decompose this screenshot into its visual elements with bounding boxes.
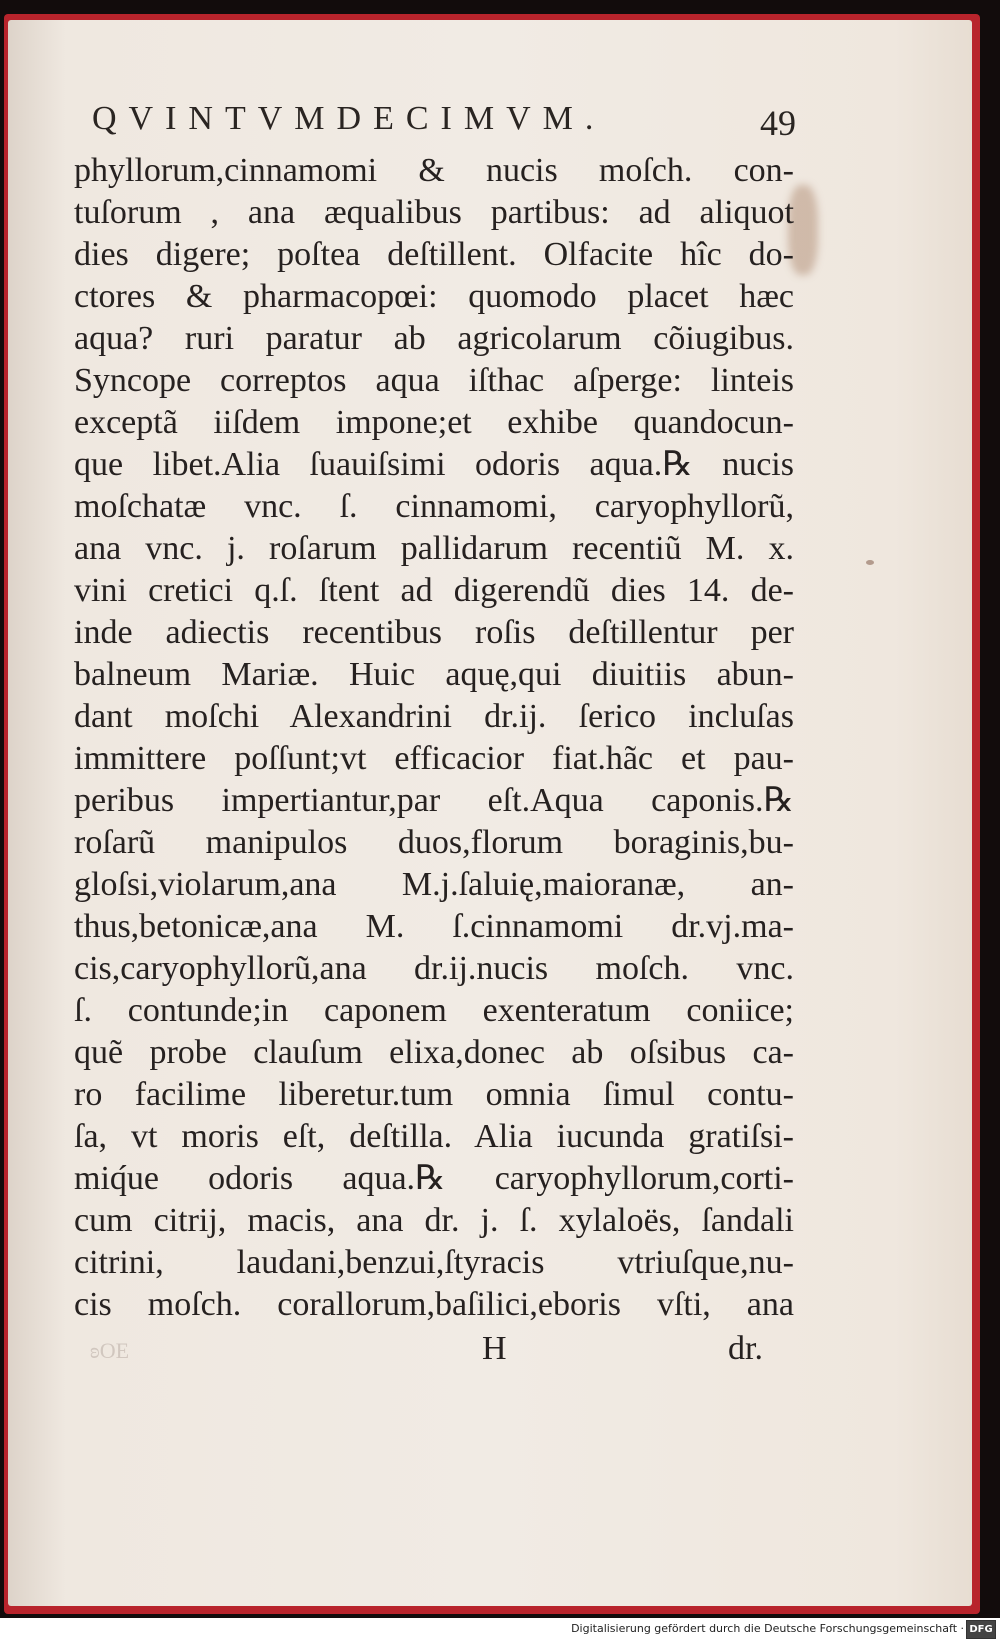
- body-text: [74, 150, 794, 1326]
- text-line: quẽ probe clauſum elixa,donec ab oſsibus ca-: [74, 1034, 794, 1071]
- text-line: ctores & pharmacopœi: quomodo placet hæc: [74, 278, 794, 315]
- page-number: 49: [760, 103, 796, 143]
- running-head: QVINTVMDECIMVM.: [92, 100, 606, 137]
- text-line: balneum Mariæ. Huic aquę,qui diuitiis abun-: [74, 656, 794, 693]
- paper-speck: [866, 560, 874, 565]
- bleed-through-text: ʚOE: [90, 1338, 130, 1363]
- text-line: gloſsi,violarum,ana M.j.ſaluię,maioranæ, an-: [74, 866, 794, 903]
- text-line: tuſorum , ana æqualibus partibus: ad aliquot: [74, 194, 794, 231]
- text-line: moſchatæ vnc. ſ. cinnamomi, caryophyllorũ,: [74, 488, 794, 525]
- footer-bar: [0, 1618, 1000, 1641]
- text-line: cis,caryophyllorũ,ana dr.ij.nucis moſch. vnc.: [74, 950, 794, 987]
- text-line: ana vnc. j. roſarum pallidarum recentiũ M. x.: [74, 530, 794, 567]
- text-line: dies digere; poſtea deſtillent. Olfacite hîc do-: [74, 236, 794, 273]
- signature-mark: H: [482, 1330, 507, 1367]
- text-line: aqua? ruri paratur ab agricolarum cõiugibus.: [74, 320, 794, 357]
- text-line: cis moſch. corallorum,baſilici,eboris vſti, ana: [74, 1286, 794, 1323]
- text-line: citrini, laudani,benzui,ſtyracis vtriuſque,nu-: [74, 1244, 794, 1281]
- text-line: roſarũ manipulos duos,florum boraginis,bu-: [74, 824, 794, 861]
- text-line: vini cretici q.ſ. ſtent ad digerendũ dies 14. de-: [74, 572, 794, 609]
- text-line: peribus impertiantur,par eſt.Aqua caponis.℞: [74, 782, 794, 819]
- text-line: thus,betonicæ,ana M. ſ.cinnamomi dr.vj.ma-: [74, 908, 794, 945]
- text-line: exceptã iiſdem impone;et exhibe quandocun-: [74, 404, 794, 441]
- text-line: Syncope correptos aqua iſthac aſperge: linteis: [74, 362, 794, 399]
- text-line: phyllorum,cinnamomi & nucis moſch. con-: [74, 152, 794, 189]
- text-line: miq́ue odoris aqua.℞ caryophyllorum,corti-: [74, 1160, 794, 1197]
- page-header: [92, 92, 796, 152]
- dfg-logo-icon: DFG: [966, 1620, 996, 1639]
- text-line: ſ. contunde;in caponem exenteratum coniice;: [74, 992, 794, 1029]
- text-line: cum citrij, macis, ana dr. j. ſ. xylaloës, ſandali: [74, 1202, 794, 1239]
- funding-credit: Digitalisierung gefördert durch die Deutsche Forschungsgemeinschaft ·: [571, 1622, 964, 1635]
- text-line: immittere poſſunt;vt efficacior fiat.hãc et pau-: [74, 740, 794, 777]
- text-line: que libet.Alia ſuauiſsimi odoris aqua.℞ nucis: [74, 446, 794, 483]
- text-line: inde adiectis recentibus roſis deſtillentur per: [74, 614, 794, 651]
- text-line: ſa, vt moris eſt, deſtilla. Alia iucunda gratiſsi-: [74, 1118, 794, 1155]
- catchword: dr.: [728, 1330, 763, 1367]
- text-line: ro facilime liberetur.tum omnia ſimul contu-: [74, 1076, 794, 1113]
- text-line: dant moſchi Alexandrini dr.ij. ſerico incluſas: [74, 698, 794, 735]
